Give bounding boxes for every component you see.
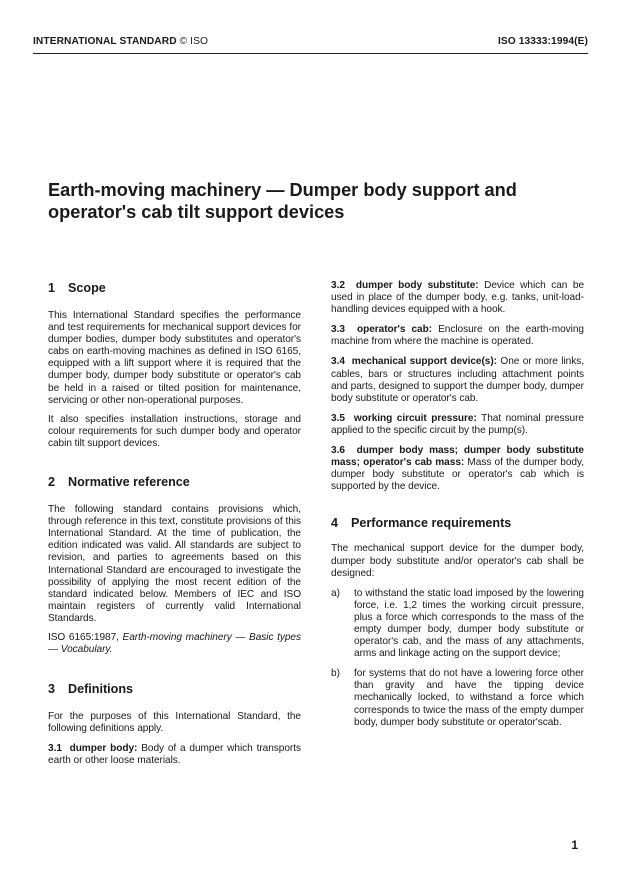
definition-item: [48, 743, 301, 767]
definition-text: One or more links, cables, bars or structures including attachment points and parts, designed to support the dumper body, dumper body substitute or operator's cab.: [331, 356, 584, 404]
header-rule: [33, 53, 588, 54]
definition-item: [331, 280, 584, 316]
header-document-id: ISO 13333:1994(E): [497, 36, 588, 47]
performance-intro: The mechanical support device for the dumper body, dumper body substitute and/or operator's cab shall be designed:: [331, 543, 584, 579]
header-copyright: © ISO: [179, 36, 209, 47]
definition-term: working circuit pressure:: [353, 412, 477, 424]
definition-term: dumper body substitute:: [355, 280, 479, 291]
reference-number: ISO 6165:1987,: [48, 631, 119, 643]
list-marker: b): [331, 668, 340, 680]
section-heading-scope: [48, 280, 301, 296]
definition-term: dumper body mass; dumper body substitute mass; operator's cab mass:: [331, 445, 584, 469]
definition-term: mechanical support device(s):: [351, 356, 497, 368]
definition-number: 3.5: [331, 412, 345, 424]
list-item-text: for systems that do not have a lowering force other than gravity and have the tipping device mechanically locked, to withstand a force which corresponds to twice the mass of the empty dumper body, dumper body substitute or operator'scab.: [354, 668, 584, 728]
normative-reference: [48, 632, 301, 656]
left-column: [48, 280, 301, 768]
header-left-label: INTERNATIONAL STANDARD: [33, 36, 177, 47]
definition-number: 3.6: [331, 445, 345, 457]
section-title: Definitions: [68, 682, 134, 697]
section-heading-normative: [48, 474, 301, 490]
scope-paragraph-2: It also specifies installation instructions, storage and colour requirements for such dumper body and operator cabin tilt support devices.: [48, 413, 301, 449]
scope-paragraph-1: This International Standard specifies the performance and test requirements for mechanical support devices for dumper bodies, dumper body substitutes and operator's cabs on earth-moving machines as defined in ISO 6165, equipped with a lift support where it is required that the dumper body, dumper body substitute or operator's cab be held in a raised or tilted position for maintenance, servicing or other non-operational purposes.: [48, 310, 301, 406]
definition-item: [331, 356, 584, 404]
section-number: 4: [331, 516, 339, 531]
section-title: Scope: [68, 281, 106, 295]
definition-number: 3.3: [331, 324, 345, 336]
definition-number: 3.4: [331, 356, 345, 368]
section-number: 3: [48, 682, 56, 697]
definition-text: Mass of the dumper body, dumper body substitute or operator's cab which is supported by the device.: [331, 457, 584, 493]
section-heading-performance: [331, 515, 584, 531]
definition-item: [331, 445, 584, 493]
normative-paragraph: The following standard contains provisions which, through reference in this text, constitute provisions of this International Standard. At the time of publication, the edition indicated was valid. All standards are subject to revision, and parties to agreements based on this International Standard are encouraged to investigate the possibility of applying the most recent edition of the standard indicated below. Members of IEC and ISO maintain registers of currently valid International Standards.: [48, 504, 301, 624]
reference-title: Earth-moving machinery — Basic types — Vocabulary.: [48, 631, 301, 656]
definition-text: Enclosure on the earth-moving machine from where the machine is operated.: [331, 324, 584, 348]
document-title: Earth-moving machinery — Dumper body support and operator's cab tilt support devices: [48, 180, 517, 222]
definition-number: 3.2: [331, 280, 345, 291]
page-number: 1: [571, 838, 578, 852]
list-item-text: to withstand the static load imposed by the lowering force, i.e. 1,2 times the working circuit pressure, plus a force which corresponds to the mass of the empty dumper body, dumper body substitute or operator's cab, and the mass of any attachments, arms and linkage acting on the support device;: [354, 587, 584, 660]
definition-term: dumper body:: [69, 743, 138, 755]
list-marker: a): [331, 587, 340, 599]
definition-text: That nominal pressure applied to the specific circuit by the pump(s).: [331, 412, 584, 436]
section-title: Performance requirements: [351, 516, 512, 531]
right-column: [331, 280, 584, 729]
definition-number: 3.1: [48, 743, 62, 755]
definition-text: Device which can be used in place of the dumper body, e.g. tanks, unit-load-handling devices equipped with a hook.: [331, 280, 585, 316]
definition-text: Body of a dumper which transports earth or other loose materials.: [48, 743, 301, 767]
section-title: Normative reference: [68, 475, 190, 490]
definitions-intro: For the purposes of this International Standard, the following definitions apply.: [48, 711, 301, 735]
section-heading-definitions: [48, 681, 301, 697]
list-item: [331, 588, 584, 661]
section-number: 1: [48, 281, 56, 295]
definition-term: operator's cab:: [356, 324, 433, 336]
header-standard-label: [33, 36, 208, 47]
performance-list: [331, 588, 584, 729]
list-item: [331, 668, 584, 728]
definition-item: [331, 324, 584, 348]
section-number: 2: [48, 475, 56, 490]
definition-item: [331, 413, 584, 437]
